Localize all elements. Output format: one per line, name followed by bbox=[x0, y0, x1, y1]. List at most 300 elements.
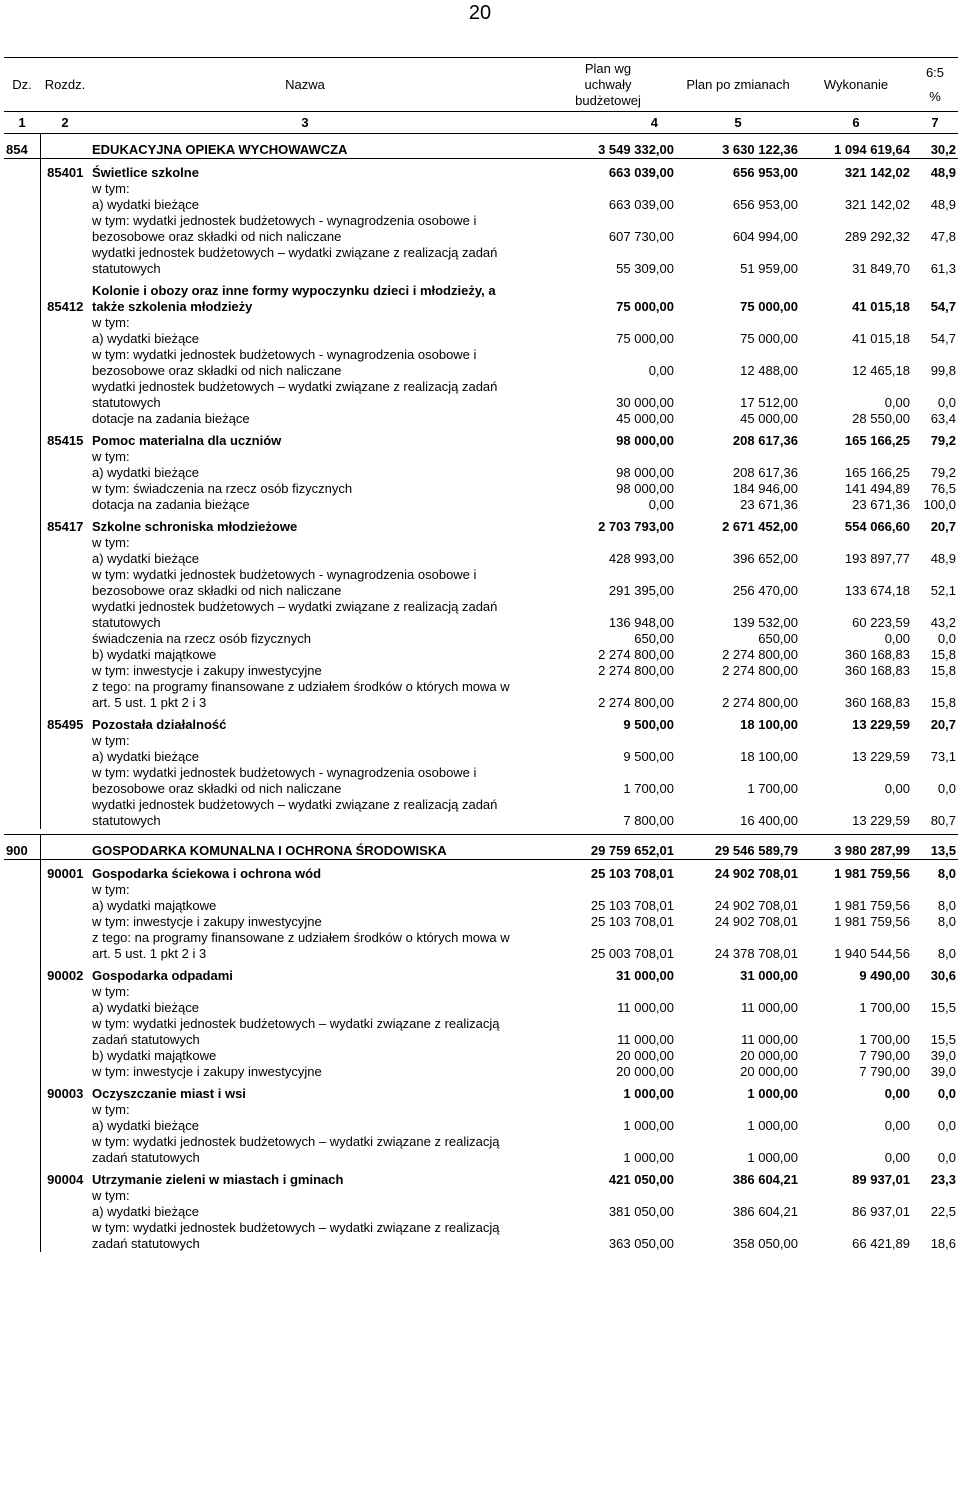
rozdz-code: 85495 bbox=[47, 716, 84, 732]
rozdz-code bbox=[40, 347, 90, 379]
dz-code bbox=[4, 181, 40, 197]
row-name: a) wydatki bieżące bbox=[92, 464, 199, 480]
wykonanie-value bbox=[800, 1188, 912, 1204]
dz-code bbox=[4, 465, 40, 481]
row-name: Gospodarka odpadami bbox=[92, 967, 233, 983]
plan-po-zmianach-value: 20 000,00 bbox=[740, 1063, 798, 1079]
rozdz-code bbox=[40, 930, 90, 962]
rozdz-code bbox=[40, 411, 90, 427]
dz-code bbox=[4, 733, 40, 749]
rozdz-code bbox=[40, 315, 90, 331]
plan-uchwaly-value: 663 039,00 bbox=[608, 196, 674, 212]
dz-code bbox=[4, 245, 40, 277]
header-dz: Dz. bbox=[4, 58, 40, 112]
row-name: Utrzymanie zieleni w miastach i gminach bbox=[92, 1171, 344, 1187]
table-row bbox=[4, 465, 958, 481]
percent-value: 0,0 bbox=[937, 780, 956, 796]
col-number: 2 bbox=[40, 112, 90, 134]
col-number: 3 bbox=[90, 112, 520, 134]
dz-code bbox=[4, 213, 40, 245]
table-row bbox=[4, 1118, 958, 1134]
table-row bbox=[4, 449, 958, 465]
percent-value: 15,8 bbox=[930, 694, 956, 710]
plan-po-zmianach-value: 11 000,00 bbox=[741, 1031, 798, 1047]
percent-value: 76,5 bbox=[930, 480, 956, 496]
percent-value: 39,0 bbox=[930, 1047, 956, 1063]
dz-code bbox=[4, 347, 40, 379]
dz-code bbox=[4, 497, 40, 513]
dz-code bbox=[4, 551, 40, 567]
table-row bbox=[4, 331, 958, 347]
dz-code: 900 bbox=[4, 835, 40, 860]
row-name: Gospodarka ściekowa i ochrona wód bbox=[92, 865, 322, 881]
rozdz-code: 90001 bbox=[47, 865, 84, 881]
table-row bbox=[4, 930, 958, 962]
table-row bbox=[4, 663, 958, 679]
table-row bbox=[4, 535, 958, 551]
row-name: Pomoc materialna dla uczniów bbox=[92, 432, 282, 448]
table-row bbox=[4, 1048, 958, 1064]
dzial-row bbox=[4, 134, 958, 159]
rozdzial-row bbox=[4, 519, 958, 535]
plan-uchwaly-value: 428 993,00 bbox=[608, 550, 674, 566]
rozdz-code bbox=[40, 647, 90, 663]
plan-po-zmianach-value: 45 000,00 bbox=[740, 410, 798, 426]
percent-value: 15,8 bbox=[930, 662, 956, 678]
percent-value bbox=[912, 882, 958, 898]
plan-uchwaly-value: 31 000,00 bbox=[616, 967, 674, 983]
wykonanie-value: 23 671,36 bbox=[852, 496, 910, 512]
rozdz-code: 90003 bbox=[47, 1085, 84, 1101]
row-name: w tym: świadczenia na rzecz osób fizycznych bbox=[92, 480, 353, 496]
plan-uchwaly-value: 136 948,00 bbox=[608, 614, 674, 630]
percent-value: 48,9 bbox=[930, 196, 956, 212]
dz-code bbox=[4, 481, 40, 497]
dz-code bbox=[4, 765, 40, 797]
rozdz-code bbox=[40, 733, 90, 749]
dz-code bbox=[4, 331, 40, 347]
rozdz-code bbox=[40, 567, 90, 599]
budget-table bbox=[4, 57, 958, 1252]
plan-po-zmianach-value: 75 000,00 bbox=[740, 330, 798, 346]
row-name: w tym: bbox=[92, 180, 130, 196]
rozdz-code bbox=[40, 835, 90, 860]
row-name: wydatki jednostek budżetowych – wydatki związane z realizacją zadań statutowych bbox=[92, 244, 498, 276]
wykonanie-value: 28 550,00 bbox=[852, 410, 910, 426]
row-name: a) wydatki bieżące bbox=[92, 1203, 199, 1219]
plan-po-zmianach-value: 18 100,00 bbox=[740, 716, 798, 732]
percent-value: 22,5 bbox=[930, 1203, 956, 1219]
dz-code bbox=[4, 663, 40, 679]
plan-po-zmianach-value: 208 617,36 bbox=[732, 432, 798, 448]
wykonanie-value: 0,00 bbox=[884, 394, 910, 410]
plan-po-zmianach-value: 1 000,00 bbox=[747, 1149, 798, 1165]
row-name: w tym: inwestycje i zakupy inwestycyjne bbox=[92, 662, 322, 678]
plan-uchwaly-value: 650,00 bbox=[634, 630, 674, 646]
plan-uchwaly-value: 363 050,00 bbox=[608, 1235, 674, 1251]
table-row bbox=[4, 797, 958, 829]
percent-value: 0,0 bbox=[937, 1149, 956, 1165]
row-name: w tym: bbox=[92, 534, 130, 550]
plan-po-zmianach-value: 1 000,00 bbox=[747, 1117, 798, 1133]
table-row bbox=[4, 733, 958, 749]
plan-uchwaly-value: 98 000,00 bbox=[616, 432, 674, 448]
wykonanie-value: 9 490,00 bbox=[859, 967, 910, 983]
percent-value: 73,1 bbox=[930, 748, 956, 764]
rozdz-code bbox=[40, 245, 90, 277]
plan-uchwaly-value bbox=[520, 315, 676, 331]
rozdz-code bbox=[40, 1118, 90, 1134]
wykonanie-value: 60 223,59 bbox=[852, 614, 910, 630]
rozdz-code bbox=[40, 1048, 90, 1064]
table-row bbox=[4, 1016, 958, 1048]
wykonanie-value: 289 292,32 bbox=[844, 228, 910, 244]
percent-value: 15,5 bbox=[930, 999, 956, 1015]
percent-value: 63,4 bbox=[930, 410, 956, 426]
row-name: GOSPODARKA KOMUNALNA I OCHRONA ŚRODOWISKA bbox=[90, 835, 520, 860]
row-name: świadczenia na rzecz osób fizycznych bbox=[92, 630, 311, 646]
dz-code bbox=[4, 283, 40, 315]
plan-uchwaly-value: 75 000,00 bbox=[616, 330, 674, 346]
percent-value: 43,2 bbox=[930, 614, 956, 630]
col-number: 7 bbox=[912, 112, 958, 134]
plan-uchwaly-value: 29 759 652,01 bbox=[520, 835, 676, 860]
dz-code bbox=[4, 1172, 40, 1188]
header-rozdz: Rozdz. bbox=[40, 58, 90, 112]
plan-po-zmianach-value bbox=[676, 315, 800, 331]
percent-value: 48,9 bbox=[930, 164, 956, 180]
wykonanie-value: 1 981 759,56 bbox=[834, 897, 910, 913]
table-row bbox=[4, 1220, 958, 1252]
plan-uchwaly-value: 2 274 800,00 bbox=[598, 694, 674, 710]
plan-po-zmianach-value: 29 546 589,79 bbox=[676, 835, 800, 860]
dz-code bbox=[4, 882, 40, 898]
plan-uchwaly-value: 20 000,00 bbox=[616, 1063, 674, 1079]
percent-value bbox=[912, 315, 958, 331]
wykonanie-value: 321 142,02 bbox=[844, 196, 910, 212]
row-name: dotacja na zadania bieżące bbox=[92, 496, 250, 512]
percent-value: 30,2 bbox=[912, 134, 958, 159]
row-name: a) wydatki bieżące bbox=[92, 999, 199, 1015]
dz-code bbox=[4, 797, 40, 829]
plan-uchwaly-value: 663 039,00 bbox=[608, 164, 674, 180]
plan-uchwaly-value bbox=[520, 1102, 676, 1118]
plan-po-zmianach-value: 1 000,00 bbox=[747, 1085, 798, 1101]
table-row bbox=[4, 679, 958, 711]
dz-code bbox=[4, 1016, 40, 1048]
dz-code bbox=[4, 898, 40, 914]
wykonanie-value: 1 981 759,56 bbox=[834, 913, 910, 929]
rozdz-code bbox=[40, 481, 90, 497]
plan-uchwaly-value bbox=[520, 181, 676, 197]
percent-value: 61,3 bbox=[930, 260, 956, 276]
dz-code bbox=[4, 679, 40, 711]
percent-value: 15,8 bbox=[930, 646, 956, 662]
dz-code bbox=[4, 1102, 40, 1118]
dz-code bbox=[4, 1086, 40, 1102]
plan-uchwaly-value bbox=[520, 535, 676, 551]
percent-value: 0,0 bbox=[937, 630, 956, 646]
row-name: w tym: inwestycje i zakupy inwestycyjne bbox=[92, 1063, 322, 1079]
row-name: w tym: wydatki jednostek budżetowych – wydatki związane z realizacją zadań statutowych bbox=[92, 1015, 500, 1047]
plan-po-zmianach-value bbox=[676, 984, 800, 1000]
plan-po-zmianach-value: 17 512,00 bbox=[740, 394, 798, 410]
wykonanie-value: 360 168,83 bbox=[844, 694, 910, 710]
table-row bbox=[4, 315, 958, 331]
row-name: b) wydatki majątkowe bbox=[92, 1047, 217, 1063]
wykonanie-value: 7 790,00 bbox=[859, 1047, 910, 1063]
plan-uchwaly-value: 20 000,00 bbox=[616, 1047, 674, 1063]
dz-code bbox=[4, 717, 40, 733]
row-name: a) wydatki bieżące bbox=[92, 1117, 199, 1133]
table-row bbox=[4, 197, 958, 213]
wykonanie-value: 165 166,25 bbox=[844, 464, 910, 480]
percent-value: 15,5 bbox=[930, 1031, 956, 1047]
wykonanie-value: 7 790,00 bbox=[859, 1063, 910, 1079]
rozdzial-row bbox=[4, 1086, 958, 1102]
rozdz-code: 85412 bbox=[47, 298, 84, 314]
col-number: 1 bbox=[4, 112, 40, 134]
table-row bbox=[4, 984, 958, 1000]
wykonanie-value: 360 168,83 bbox=[844, 662, 910, 678]
wykonanie-value bbox=[800, 882, 912, 898]
wykonanie-value bbox=[800, 535, 912, 551]
dz-code bbox=[4, 647, 40, 663]
plan-uchwaly-value: 421 050,00 bbox=[608, 1171, 674, 1187]
wykonanie-value: 3 980 287,99 bbox=[800, 835, 912, 860]
rozdz-code bbox=[40, 984, 90, 1000]
plan-uchwaly-value: 98 000,00 bbox=[616, 464, 674, 480]
table-row bbox=[4, 882, 958, 898]
row-name: w tym: bbox=[92, 881, 130, 897]
table-row bbox=[4, 567, 958, 599]
percent-value: 0,0 bbox=[937, 1085, 956, 1101]
table-row bbox=[4, 914, 958, 930]
table-row bbox=[4, 1000, 958, 1016]
percent-value: 20,7 bbox=[930, 716, 956, 732]
wykonanie-value bbox=[800, 315, 912, 331]
wykonanie-value bbox=[800, 984, 912, 1000]
dz-code bbox=[4, 1134, 40, 1166]
table-row bbox=[4, 551, 958, 567]
dz-code bbox=[4, 567, 40, 599]
rozdz-code: 85415 bbox=[47, 432, 84, 448]
header-pct-top: 6:5 bbox=[925, 64, 945, 80]
plan-po-zmianach-value: 31 000,00 bbox=[740, 967, 798, 983]
wykonanie-value: 1 700,00 bbox=[859, 1031, 910, 1047]
plan-uchwaly-value: 1 700,00 bbox=[623, 780, 674, 796]
plan-uchwaly-value: 1 000,00 bbox=[623, 1085, 674, 1101]
wykonanie-value: 0,00 bbox=[884, 630, 910, 646]
plan-po-zmianach-value: 24 902 708,01 bbox=[714, 913, 798, 929]
rozdz-code bbox=[40, 882, 90, 898]
wykonanie-value: 66 421,89 bbox=[852, 1235, 910, 1251]
wykonanie-value bbox=[800, 181, 912, 197]
wykonanie-value: 1 940 544,56 bbox=[834, 945, 910, 961]
plan-uchwaly-value: 98 000,00 bbox=[616, 480, 674, 496]
rozdzial-row bbox=[4, 283, 958, 315]
percent-value: 13,5 bbox=[912, 835, 958, 860]
rozdz-code bbox=[40, 465, 90, 481]
rozdz-code bbox=[40, 1134, 90, 1166]
header-pct bbox=[912, 58, 958, 112]
table-row bbox=[4, 181, 958, 197]
plan-po-zmianach-value: 650,00 bbox=[758, 630, 798, 646]
rozdz-code bbox=[40, 134, 90, 159]
dz-code bbox=[4, 1220, 40, 1252]
plan-po-zmianach-value: 24 902 708,01 bbox=[714, 865, 798, 881]
rozdz-code bbox=[40, 535, 90, 551]
wykonanie-value: 86 937,01 bbox=[852, 1203, 910, 1219]
plan-po-zmianach-value bbox=[676, 181, 800, 197]
percent-value bbox=[912, 535, 958, 551]
row-name: w tym: bbox=[92, 732, 130, 748]
plan-po-zmianach-value: 656 953,00 bbox=[732, 196, 798, 212]
percent-value bbox=[912, 733, 958, 749]
plan-uchwaly-value bbox=[520, 882, 676, 898]
wykonanie-value: 133 674,18 bbox=[844, 582, 910, 598]
plan-po-zmianach-value: 2 274 800,00 bbox=[722, 646, 798, 662]
header-nazwa: Nazwa bbox=[90, 58, 520, 112]
row-name: wydatki jednostek budżetowych – wydatki związane z realizacją zadań statutowych bbox=[92, 598, 498, 630]
plan-po-zmianach-value: 656 953,00 bbox=[732, 164, 798, 180]
rozdz-code bbox=[40, 599, 90, 631]
plan-po-zmianach-value: 386 604,21 bbox=[732, 1203, 798, 1219]
header-plan-po-zmianach: Plan po zmianach bbox=[676, 58, 800, 112]
dz-code bbox=[4, 1118, 40, 1134]
plan-po-zmianach-value bbox=[676, 1102, 800, 1118]
plan-uchwaly-value bbox=[520, 984, 676, 1000]
row-name: Kolonie i obozy oraz inne formy wypoczynku dzieci i młodzieży, a także szkolenia młodzieży bbox=[92, 282, 496, 314]
dz-code bbox=[4, 1204, 40, 1220]
plan-po-zmianach-value: 604 994,00 bbox=[732, 228, 798, 244]
wykonanie-value bbox=[800, 449, 912, 465]
dz-code bbox=[4, 914, 40, 930]
plan-po-zmianach-value: 75 000,00 bbox=[740, 298, 798, 314]
table-row bbox=[4, 599, 958, 631]
wykonanie-value: 1 094 619,64 bbox=[800, 134, 912, 159]
plan-uchwaly-value: 11 000,00 bbox=[617, 999, 674, 1015]
rozdz-code bbox=[40, 551, 90, 567]
wykonanie-value: 13 229,59 bbox=[852, 748, 910, 764]
row-name: w tym: bbox=[92, 1101, 130, 1117]
dz-code bbox=[4, 449, 40, 465]
table-row bbox=[4, 647, 958, 663]
wykonanie-value: 0,00 bbox=[884, 1149, 910, 1165]
table-row bbox=[4, 481, 958, 497]
percent-value: 47,8 bbox=[930, 228, 956, 244]
row-name: w tym: wydatki jednostek budżetowych – wydatki związane z realizacją zadań statutowych bbox=[92, 1133, 500, 1165]
rozdzial-row bbox=[4, 717, 958, 733]
plan-uchwaly-value: 7 800,00 bbox=[623, 812, 674, 828]
wykonanie-value: 13 229,59 bbox=[852, 812, 910, 828]
row-name: a) wydatki majątkowe bbox=[92, 897, 217, 913]
plan-uchwaly-value: 381 050,00 bbox=[608, 1203, 674, 1219]
rozdz-code bbox=[40, 663, 90, 679]
wykonanie-value bbox=[800, 1102, 912, 1118]
header-wykonanie: Wykonanie bbox=[800, 58, 912, 112]
plan-po-zmianach-value: 24 378 708,01 bbox=[714, 945, 798, 961]
plan-po-zmianach-value bbox=[676, 733, 800, 749]
percent-value: 30,6 bbox=[930, 967, 956, 983]
wykonanie-value: 165 166,25 bbox=[844, 432, 910, 448]
wykonanie-value: 13 229,59 bbox=[852, 716, 910, 732]
percent-value: 52,1 bbox=[930, 582, 956, 598]
plan-po-zmianach-value: 208 617,36 bbox=[732, 464, 798, 480]
rozdz-code bbox=[40, 631, 90, 647]
plan-uchwaly-value: 2 274 800,00 bbox=[598, 662, 674, 678]
percent-value: 8,0 bbox=[937, 913, 956, 929]
rozdz-code bbox=[40, 679, 90, 711]
percent-value: 99,8 bbox=[930, 362, 956, 378]
row-name: a) wydatki bieżące bbox=[92, 550, 199, 566]
plan-uchwaly-value: 607 730,00 bbox=[608, 228, 674, 244]
row-name: a) wydatki bieżące bbox=[92, 748, 199, 764]
plan-uchwaly-value: 2 703 793,00 bbox=[598, 518, 674, 534]
wykonanie-value: 0,00 bbox=[884, 780, 910, 796]
row-name: z tego: na programy finansowane z udziałem środków o których mowa w art. 5 ust. 1 pkt 2 i 3 bbox=[92, 929, 510, 961]
percent-value: 0,0 bbox=[937, 394, 956, 410]
rozdz-code bbox=[40, 1204, 90, 1220]
table-row bbox=[4, 411, 958, 427]
plan-po-zmianach-value: 358 050,00 bbox=[732, 1235, 798, 1251]
rozdz-code bbox=[40, 1000, 90, 1016]
col-number: 4 bbox=[520, 112, 676, 134]
plan-po-zmianach-value: 24 902 708,01 bbox=[714, 897, 798, 913]
plan-po-zmianach-value: 2 671 452,00 bbox=[722, 518, 798, 534]
plan-po-zmianach-value: 3 630 122,36 bbox=[676, 134, 800, 159]
rozdz-code bbox=[40, 749, 90, 765]
dz-code bbox=[4, 315, 40, 331]
plan-uchwaly-value: 25 003 708,01 bbox=[590, 945, 674, 961]
table-row bbox=[4, 749, 958, 765]
dz-code bbox=[4, 749, 40, 765]
wykonanie-value: 31 849,70 bbox=[852, 260, 910, 276]
plan-uchwaly-value: 9 500,00 bbox=[623, 716, 674, 732]
plan-uchwaly-value: 25 103 708,01 bbox=[590, 897, 674, 913]
col-number: 6 bbox=[800, 112, 912, 134]
percent-value: 54,7 bbox=[930, 298, 956, 314]
dz-code bbox=[4, 930, 40, 962]
wykonanie-value: 89 937,01 bbox=[852, 1171, 910, 1187]
dz-code bbox=[4, 535, 40, 551]
plan-uchwaly-value bbox=[520, 733, 676, 749]
plan-po-zmianach-value bbox=[676, 449, 800, 465]
plan-uchwaly-value: 1 000,00 bbox=[623, 1149, 674, 1165]
row-name: w tym: bbox=[92, 448, 130, 464]
table-row bbox=[4, 1102, 958, 1118]
percent-value: 80,7 bbox=[930, 812, 956, 828]
row-name: w tym: wydatki jednostek budżetowych - wynagrodzenia osobowe i bezosobowe oraz składki od nich naliczane bbox=[92, 346, 477, 378]
plan-po-zmianach-value: 386 604,21 bbox=[732, 1171, 798, 1187]
column-number-row bbox=[4, 112, 958, 134]
dz-code bbox=[4, 165, 40, 181]
dz-code bbox=[4, 379, 40, 411]
rozdzial-row bbox=[4, 866, 958, 882]
percent-value: 20,7 bbox=[930, 518, 956, 534]
row-name: wydatki jednostek budżetowych – wydatki związane z realizacją zadań statutowych bbox=[92, 796, 498, 828]
plan-po-zmianach-value: 256 470,00 bbox=[732, 582, 798, 598]
rozdz-code bbox=[40, 181, 90, 197]
rozdzial-row bbox=[4, 968, 958, 984]
rozdz-code bbox=[40, 331, 90, 347]
row-name: Oczyszczanie miast i wsi bbox=[92, 1085, 246, 1101]
rozdz-code bbox=[40, 197, 90, 213]
row-name: Pozostała działalność bbox=[92, 716, 227, 732]
dz-code bbox=[4, 984, 40, 1000]
wykonanie-value: 0,00 bbox=[884, 1117, 910, 1133]
wykonanie-value: 0,00 bbox=[884, 1085, 910, 1101]
